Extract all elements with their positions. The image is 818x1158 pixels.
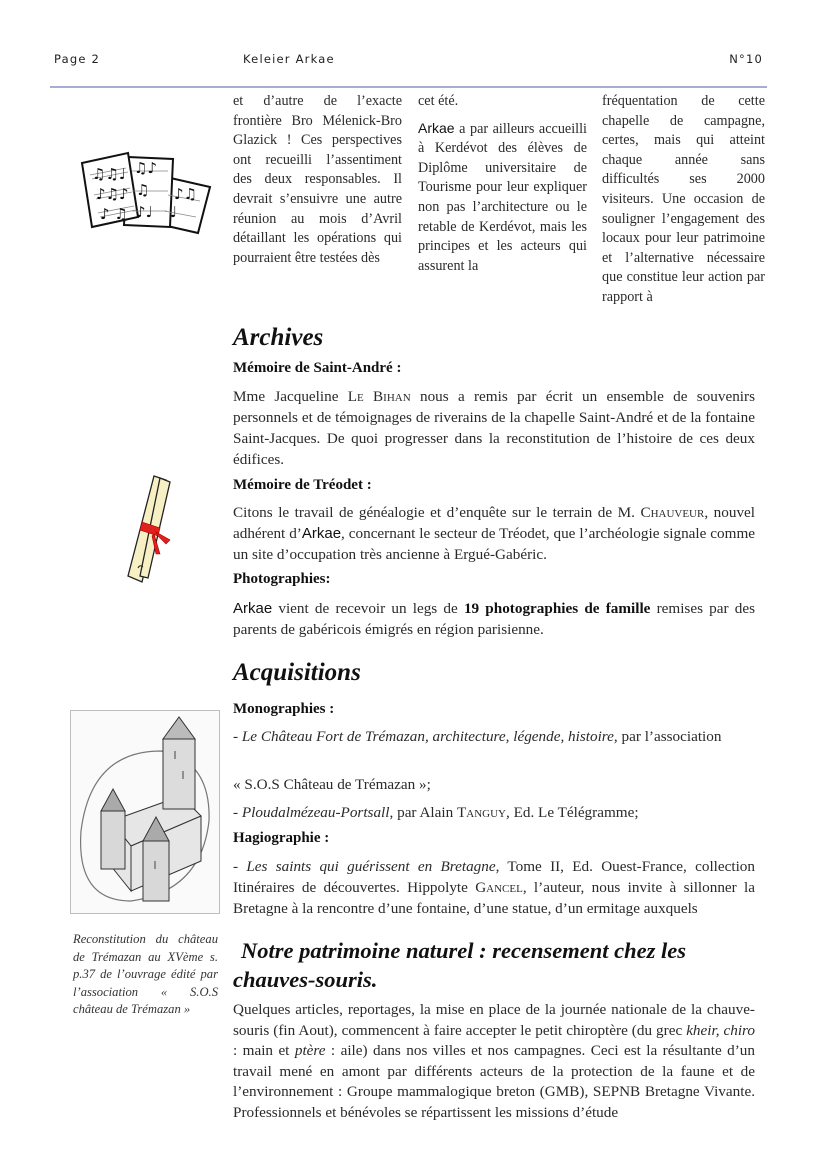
column-3-paragraph: fréquentation de cette chapelle de campagne, certes, mais qui atteint chaque année sans difficultés ses 2000 visiteurs. Une occasion de souligner l’engagement des locaux pour leur patrimoine et l’alternative nécessaire que constitue leur action par rapport à (602, 93, 765, 305)
column-2-paragraph-2-text: a par ailleurs accueilli à Kerdévot des élèves de Diplôme universitaire de Tourisme pour leur expliquer non pas l’architecture ou le retable de Kerdévot, mais les principes et les acteurs qui assurent la (418, 120, 587, 274)
hagiographie-subheading: Hagiographie : (233, 830, 330, 846)
acquisitions-heading: Acquisitions (233, 659, 361, 686)
text: : aile) dans nos villes et nos campagnes. Ceci est la résultante d’un travail mené en amont par différents acteurs de la protection de la faune et de l’environnement : Groupe mammalogique breton (GMB), SEPNB Bretagne Vivante. Professionnels et bénévoles se répartissent les missions d’étude (233, 1042, 755, 1121)
treodet-paragraph (233, 502, 755, 565)
column-2-paragraph-1: cet été. (418, 93, 459, 109)
book-title: Le Château Fort de Trémazan, architecture, légende, histoire (241, 728, 614, 745)
monographie-2 (233, 802, 755, 823)
greek-term: kheir, chiro (686, 1021, 755, 1039)
person-name: Chauveur (640, 504, 705, 521)
text: , par l’association (613, 728, 722, 745)
saint-andre-paragraph (233, 386, 755, 470)
newsletter-title: Keleier Arkae (243, 52, 335, 66)
monographie-1-line2: « S.O.S Château de Trémazan »; (233, 776, 431, 793)
text: , par Alain (389, 804, 457, 821)
column-1-text (233, 92, 402, 268)
text: , Ed. Le Télégramme; (505, 804, 639, 821)
text: Citons le travail de généalogie et d’enquête sur le terrain de M. (233, 504, 641, 521)
page-number: Page 2 (54, 52, 101, 66)
brand-arkae: Arkae (301, 525, 342, 542)
brand-arkae: Arkae (418, 119, 455, 136)
text: remises par des parents de gabéricois émigrés en région parisienne. (233, 600, 755, 638)
saint-andre-subheading: Mémoire de Saint-André : (233, 360, 402, 376)
monographies-subheading: Monographies : (233, 701, 335, 717)
monographie-1 (233, 726, 755, 747)
text: : main et (233, 1042, 295, 1059)
person-name: Gancel (475, 879, 523, 896)
brand-arkae: Arkae (233, 600, 273, 617)
text: Quelques articles, reportages, la mise en place de la journée nationale de la chauve-souris (fin Aout), commencent à faire accepter le petit chiroptère (du grec (233, 1001, 755, 1039)
issue-number: N°10 (729, 52, 763, 66)
column-3-text (602, 92, 765, 308)
header-rule (50, 86, 767, 88)
text: - (233, 858, 247, 875)
svg-text:♪ ♫: ♪ ♫ (100, 205, 128, 223)
column-1-paragraph: et d’autre de l’exacte frontière Bro Mélenick-Bro Glazick ! Ces perspectives ont recueilli l’assentiment des deux responsables. Il devrait s’ensuivre une autre réunion au mois d’Avril détaillant les opérations qui pourraient être testées dès (233, 93, 402, 266)
column-2-text (418, 92, 587, 276)
svg-text:♩: ♩ (170, 203, 178, 221)
patrimoine-paragraph (233, 1000, 755, 1123)
greek-term: ptère (294, 1042, 326, 1059)
text: nous a remis par écrit un ensemble de souvenirs personnels et de témoignages de riverains de la chapelle Saint-André et de la fontaine Saint-Jacques. De quoi progresser dans la reconstitution de l’histoire de ces deux édifices. (233, 388, 755, 468)
treodet-subheading: Mémoire de Tréodet : (233, 477, 372, 493)
text: , Tome II, Ed. Ouest-France, collection Itinéraires de découvertes. Hippolyte (233, 858, 755, 896)
column-2-paragraph-2 (418, 119, 587, 277)
text: , nouvel adhérent d’ (233, 504, 755, 542)
text: , concernant le secteur de Tréodet, que l’archéologie signale comme un site d’occupation très ancienne à Ergué-Gabéric. (233, 525, 756, 563)
text: - (233, 804, 242, 821)
photographies-paragraph (233, 598, 755, 640)
archives-heading: Archives (233, 324, 324, 351)
svg-text:♪♫: ♪♫ (174, 185, 198, 203)
book-title: Les saints qui guérissent en Bretagne (246, 858, 496, 875)
castle-illustration (70, 710, 220, 914)
svg-text:♫♪: ♫♪ (134, 159, 158, 177)
person-name: Le Bihan (347, 388, 411, 405)
scroll-diploma-icon (120, 470, 180, 590)
text: - (233, 728, 242, 745)
bold-highlight: 19 photographies de famille (463, 600, 651, 617)
patrimoine-heading: Notre patrimoine naturel : recensement chez les chauves-souris. (233, 938, 686, 992)
book-title: Ploudalmézeau-Portsall (241, 804, 390, 821)
svg-text:♪♩: ♪♩ (136, 203, 153, 221)
page-header (0, 52, 818, 72)
svg-text:♫: ♫ (136, 181, 150, 199)
text: , l’auteur, nous invite à sillonner la Bretagne à la rencontre d’une fontaine, d’une statue, d’un ermitage auxquels (233, 879, 755, 917)
castle-caption: Reconstitution du château de Trémazan au XVème s. p.37 de l’ouvrage édité par l’association « S.O.S château de Trémazan » (73, 932, 218, 1016)
castle-drawing-icon (71, 711, 219, 913)
hagiographie-paragraph (233, 856, 755, 919)
text: vient de recevoir un legs de (272, 600, 464, 617)
svg-text:♫♫♩: ♫♫♩ (92, 165, 126, 183)
music-sheets-icon (78, 135, 218, 235)
person-name: Tanguy (456, 804, 506, 821)
text: Mme Jacqueline (233, 388, 348, 405)
photographies-subheading: Photographies: (233, 571, 331, 587)
svg-text:♪♫♪: ♪♫♪ (96, 185, 129, 203)
